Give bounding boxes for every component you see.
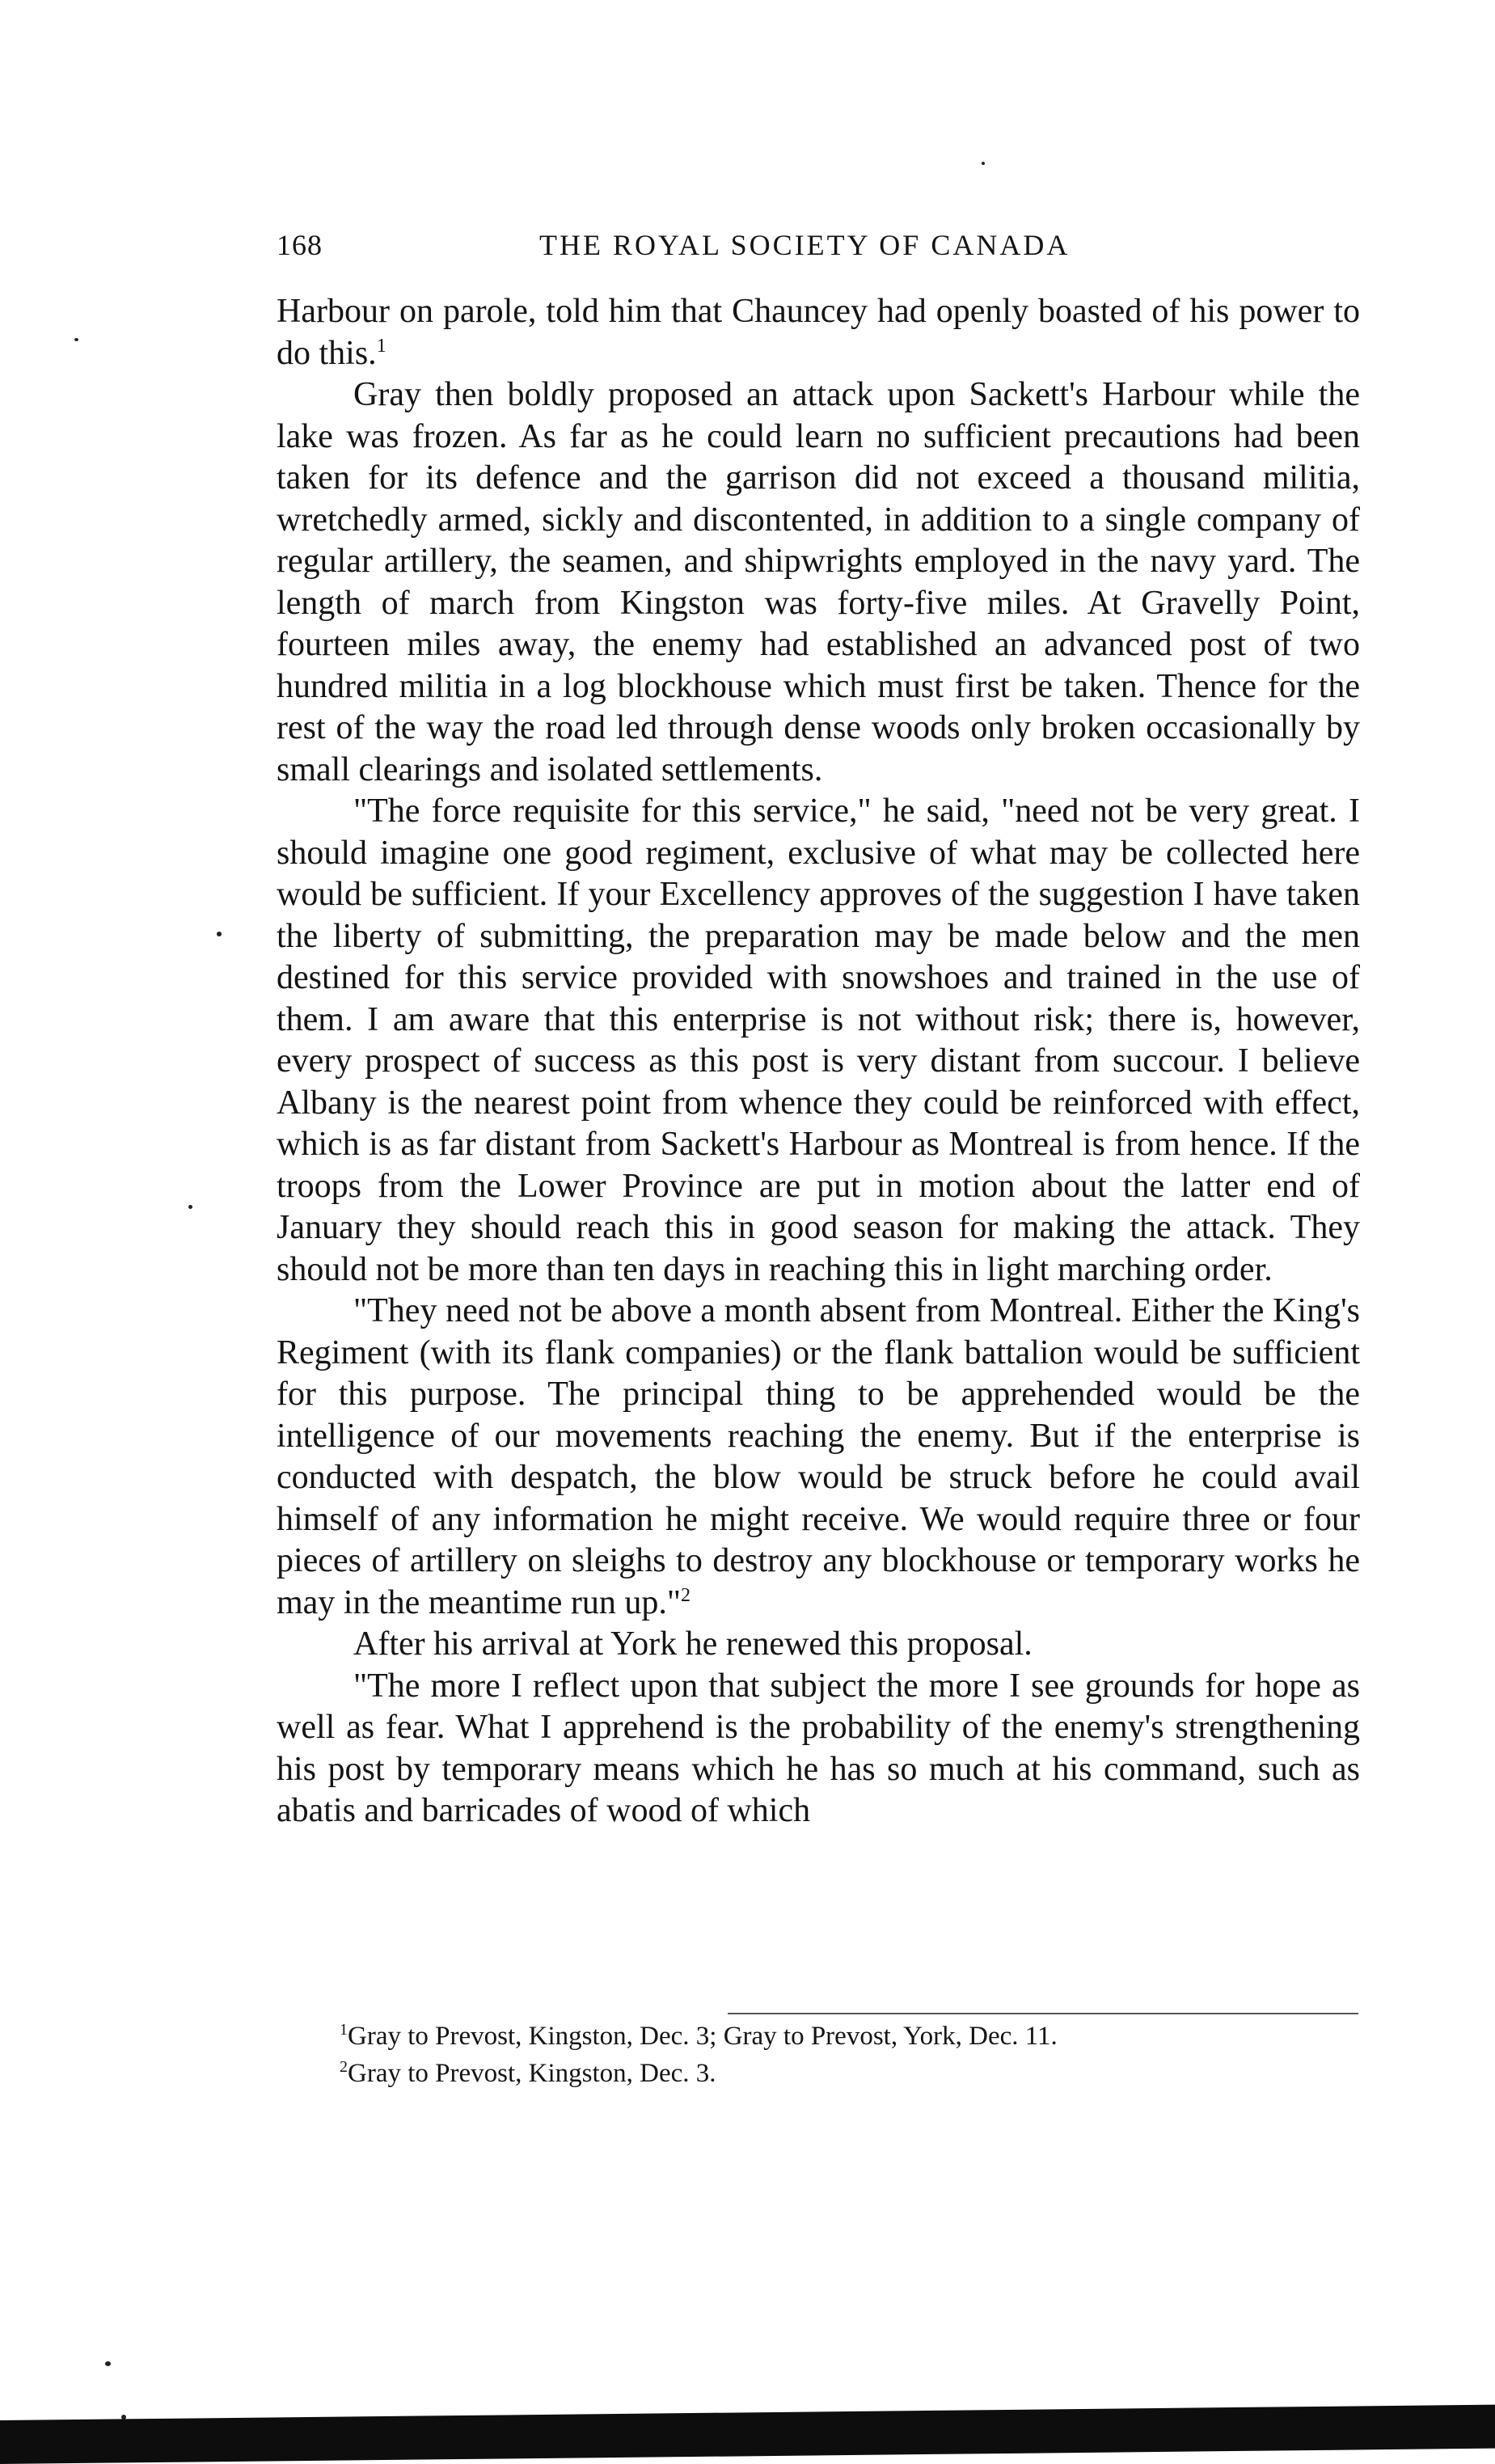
footnote-reference: 1 <box>376 335 386 357</box>
scan-speck <box>217 932 222 936</box>
paragraph <box>277 1666 1360 1832</box>
scan-speck <box>982 162 985 165</box>
paragraph <box>277 1291 1360 1624</box>
footnotes <box>340 2018 1358 2092</box>
paragraph <box>277 374 1360 791</box>
body-text <box>277 291 1360 1832</box>
footnote-mark: 1 <box>340 2021 348 2039</box>
paragraph-text: Harbour on parole, told him that Chauncey had openly boasted of his power to do this. <box>277 293 1360 372</box>
running-head <box>277 228 1360 268</box>
paragraph-text: Gray then boldly proposed an attack upon Sackett's Harbour while the lake was frozen. As far as he could learn no sufficient precautions had been taken for its defence and the garrison did not exceed a thousand militia, wretchedly armed, sickly and discontented, in addition to a single company of regular artillery, the seamen, and shipwrights employed in the navy yard. The length of march from Kingston was forty-five miles. At Gravelly Point, fourteen miles away, the enemy had established an advanced post of two hundred militia in a log blockhouse which must first be taken. Thence for the rest of the way the road led through dense woods only broken occasionally by small clearings and isolated settlements. <box>277 376 1360 788</box>
footnote-mark: 2 <box>340 2058 348 2076</box>
paragraph <box>277 1624 1360 1666</box>
footnote-reference: 2 <box>681 1584 691 1606</box>
running-title: THE ROYAL SOCIETY OF CANADA <box>539 229 1071 261</box>
paragraph-text: After his arrival at York he renewed this proposal. <box>353 1625 1033 1663</box>
footnote-text: Gray to Prevost, Kingston, Dec. 3. <box>348 2059 716 2088</box>
paragraph-text: "They need not be above a month absent from Montreal. Either the King's Regiment (with its flank companies) or the flank battalion would be sufficient for this purpose. The principal thing to be apprehended would be the intelligence of our movements reaching the enemy. But if the enterprise is conducted with despatch, the blow would be struck before he could avail himself of any information he might receive. We would require three or four pieces of artillery on sleighs to destroy any blockhouse or temporary works he may in the meantime run up." <box>277 1292 1360 1621</box>
footnote <box>340 2018 1358 2055</box>
scan-speck <box>188 1205 192 1209</box>
paragraph <box>277 791 1360 1291</box>
paragraph <box>277 291 1360 374</box>
scan-speck <box>105 2361 111 2366</box>
footnote-text: Gray to Prevost, Kingston, Dec. 3; Gray to Prevost, York, Dec. 11. <box>348 2022 1058 2051</box>
footnote-rule <box>728 2013 1358 2014</box>
page-number: 168 <box>277 229 323 261</box>
scan-speck <box>74 338 78 341</box>
scan-edge-bar <box>0 2405 1495 2464</box>
paragraph-text: "The force requisite for this service," he said, "need not be very great. I should imagine one good regiment, exclusive of what may be collected here would be sufficient. If your Excellency approves of the suggestion I have taken the liberty of submitting, the preparation may be made below and the men destined for this service provided with snowshoes and trained in the use of them. I am aware that this enterprise is not without risk; there is, however, every prospect of success as this post is very distant from succour. I believe Albany is the nearest point from whence they could be reinforced with effect, which is as far distant from Sackett's Harbour as Montreal is from hence. If the troops from the Lower Province are put in motion about the latter end of January they should reach this in good season for making the attack. They should not be more than ten days in reaching this in light marching order. <box>277 792 1360 1288</box>
footnote <box>340 2055 1358 2092</box>
paragraph-text: "The more I reflect upon that subject the more I see grounds for hope as well as fear. What I apprehend is the probability of the enemy's strengthening his post by temporary means which he has so much at his command, such as abatis and barricades of wood of which <box>277 1667 1360 1829</box>
